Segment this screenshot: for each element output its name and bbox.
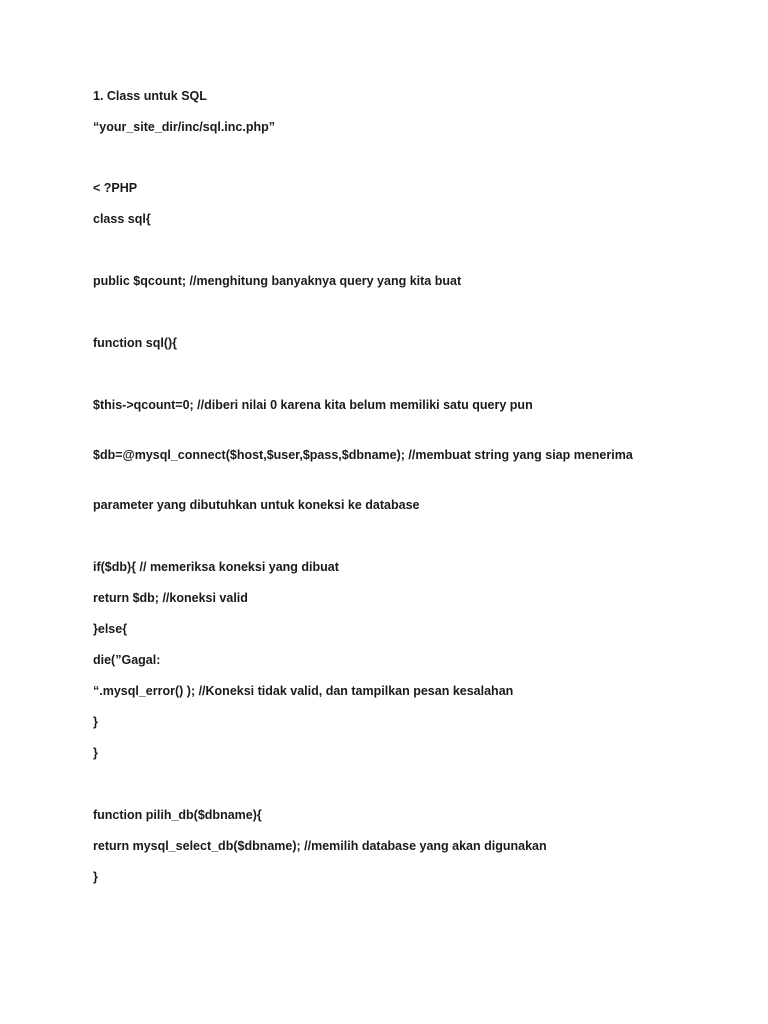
code-line: if($db){ // memeriksa koneksi yang dibuat	[93, 560, 339, 574]
code-line: parameter yang dibutuhkan untuk koneksi ke database	[93, 498, 420, 512]
code-line: function sql(){	[93, 336, 178, 350]
code-line: class sql{	[93, 212, 151, 226]
code-line: return mysql_select_db($dbname); //memilih database yang akan digunakan	[93, 839, 547, 853]
file-path: “your_site_dir/inc/sql.inc.php”	[93, 120, 275, 134]
code-line: public $qcount; //menghitung banyaknya query yang kita buat	[93, 274, 462, 288]
code-line: $db=@mysql_connect($host,$user,$pass,$dbname); //membuat string yang siap menerima	[93, 448, 633, 462]
code-line: }	[93, 715, 98, 729]
code-line: $this->qcount=0; //diberi nilai 0 karena kita belum memiliki satu query pun	[93, 398, 533, 412]
code-line: “.mysql_error() ); //Koneksi tidak valid, dan tampilkan pesan kesalahan	[93, 684, 514, 698]
code-line: function pilih_db($dbname){	[93, 808, 262, 822]
code-line: }	[93, 746, 98, 760]
code-line: die(”Gagal:	[93, 653, 161, 667]
section-heading: 1. Class untuk SQL	[93, 89, 207, 103]
code-line: }	[93, 870, 98, 884]
code-line: }else{	[93, 622, 128, 636]
code-line: return $db; //koneksi valid	[93, 591, 248, 605]
code-line: < ?PHP	[93, 181, 138, 195]
